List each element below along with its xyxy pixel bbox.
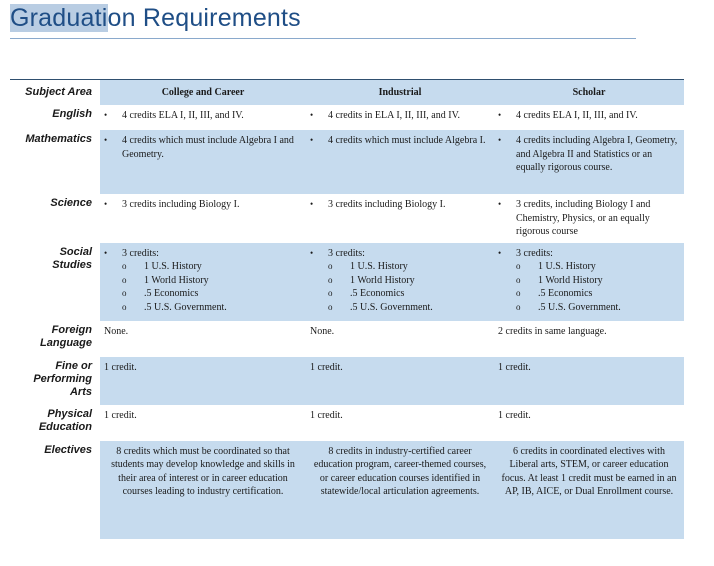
cell-fine-arts-cc: 1 credit. (100, 357, 306, 405)
list-item: .5 Economics (538, 288, 593, 299)
title-divider (10, 38, 636, 39)
sub-bullet: o (516, 301, 521, 312)
list-item: .5 Economics (350, 288, 405, 299)
cell-fine-arts-ind: 1 credit. (306, 357, 494, 405)
label-line: Arts (69, 385, 92, 398)
label-line: Fine or (55, 359, 92, 372)
label-line: Studies (52, 258, 92, 271)
cell-science-cc (100, 194, 306, 243)
sub-bullet: o (516, 288, 521, 298)
sub-bullet: o (516, 274, 521, 285)
label-line: Language (40, 336, 92, 349)
cell-text: 3 credits, including Biology I and Chemistry, Physics, or an equally rigorous course (516, 199, 651, 237)
sub-bullet: o (328, 274, 333, 285)
bullet: • (104, 110, 108, 120)
row-electives (10, 441, 684, 539)
cell-text: 4 credits including Algebra I, Geometry, and Algebra II and Statistics or an equally rigorous course. (516, 135, 678, 173)
cell-electives-sch: 6 credits in coordinated electives with Liberal arts, STEM, or career education focus. At least 1 credit must be earned in an AP, IB, AICE, or Dual Enrollment course. (494, 441, 684, 539)
sub-bullet: o (328, 288, 333, 298)
requirements-table (10, 79, 684, 539)
sub-bullet: o (122, 301, 127, 312)
bullet: • (498, 110, 502, 120)
label-line: Physical (47, 407, 92, 420)
cell-foreign-ind: None. (310, 325, 335, 337)
cell-science-ind (306, 194, 494, 243)
row-mathematics (10, 130, 684, 194)
cell-text: 4 credits ELA I, II, III, and IV. (516, 110, 638, 121)
list-item: .5 U.S. Government. (144, 301, 227, 313)
cell-text: 4 credits in ELA I, II, III, and IV. (328, 110, 461, 121)
cell-english-sch (494, 105, 684, 130)
sub-bullet: o (328, 261, 333, 271)
cell-text: 4 credits which must include Algebra I and Geometry. (122, 135, 294, 160)
header-scholar: Scholar (494, 80, 684, 106)
label-english: English (52, 108, 92, 120)
label-line: Social (59, 245, 92, 258)
sub-bullet: o (122, 274, 127, 285)
cell-text: 3 credits including Biology I. (328, 199, 446, 210)
row-social-studies (10, 243, 684, 321)
cell-social-sch (494, 243, 684, 321)
cell-math-sch (494, 130, 684, 194)
cell-text: 4 credits ELA I, II, III, and IV. (122, 110, 244, 121)
list-item: 1 World History (144, 274, 209, 286)
list-item: 1 U.S. History (538, 261, 596, 272)
sub-bullet: o (516, 261, 521, 271)
bullet: • (310, 199, 314, 209)
row-fine-arts (10, 357, 684, 405)
row-foreign-language (10, 321, 684, 357)
sub-bullet: o (328, 301, 333, 312)
row-physical-education (10, 405, 684, 441)
cell-foreign-sch: 2 credits in same language. (498, 325, 607, 337)
cell-math-ind (306, 130, 494, 194)
bullet: • (104, 135, 108, 145)
label-mathematics: Mathematics (10, 130, 100, 194)
cell-text: 3 credits including Biology I. (122, 199, 240, 210)
cell-text: 4 credits which must include Algebra I. (328, 135, 486, 146)
cell-text: 3 credits: (122, 247, 159, 259)
cell-math-cc (100, 130, 306, 194)
cell-social-ind (306, 243, 494, 321)
title-highlight: Graduati (10, 4, 108, 32)
cell-foreign-cc: None. (104, 325, 129, 337)
label-science: Science (50, 197, 92, 209)
cell-fine-arts-sch: 1 credit. (494, 357, 684, 405)
list-item: .5 U.S. Government. (538, 301, 621, 313)
label-line: Performing (33, 372, 92, 385)
label-line: Foreign (51, 323, 92, 336)
header-industrial: Industrial (306, 80, 494, 106)
list-item: 1 World History (538, 274, 603, 286)
label-foreign-language (10, 321, 100, 357)
bullet: • (498, 247, 502, 258)
cell-social-cc (100, 243, 306, 321)
cell-english-ind (306, 105, 494, 130)
title-rest: on Requirements (107, 4, 301, 32)
cell-english-cc (100, 105, 306, 130)
page-title (10, 4, 301, 33)
label-social-studies (10, 243, 100, 321)
label-fine-arts (10, 357, 100, 405)
bullet: • (498, 135, 502, 145)
bullet: • (310, 247, 314, 258)
label-electives: Electives (10, 441, 100, 539)
sub-bullet: o (122, 288, 127, 298)
sub-bullet: o (122, 261, 127, 271)
list-item: 1 World History (350, 274, 415, 286)
label-line: Education (38, 420, 92, 433)
row-english (10, 105, 684, 130)
cell-text: 3 credits: (328, 247, 365, 259)
cell-electives-cc: 8 credits which must be coordinated so that students may develop knowledge and skills in their area of interest or in career education courses leading to industry certification. (100, 441, 306, 539)
cell-text: 3 credits: (516, 247, 553, 259)
cell-science-sch (494, 194, 684, 243)
cell-pe-ind: 1 credit. (310, 409, 343, 421)
cell-pe-sch: 1 credit. (498, 409, 531, 421)
header-college-career: College and Career (100, 80, 306, 106)
label-physical-education (10, 405, 100, 441)
bullet: • (104, 247, 108, 258)
bullet: • (498, 199, 502, 209)
header-subject-area: Subject Area (10, 80, 100, 106)
row-science (10, 194, 684, 243)
cell-pe-cc: 1 credit. (104, 409, 137, 421)
list-item: .5 U.S. Government. (350, 301, 433, 313)
list-item: .5 Economics (144, 288, 199, 299)
bullet: • (310, 135, 314, 145)
cell-electives-ind: 8 credits in industry-certified career education program, career-themed courses, or career education courses identified in statewide/local articulation agreements. (306, 441, 494, 539)
list-item: 1 U.S. History (350, 261, 408, 272)
bullet: • (310, 110, 314, 120)
header-row (10, 80, 684, 106)
list-item: 1 U.S. History (144, 261, 202, 272)
bullet: • (104, 199, 108, 209)
